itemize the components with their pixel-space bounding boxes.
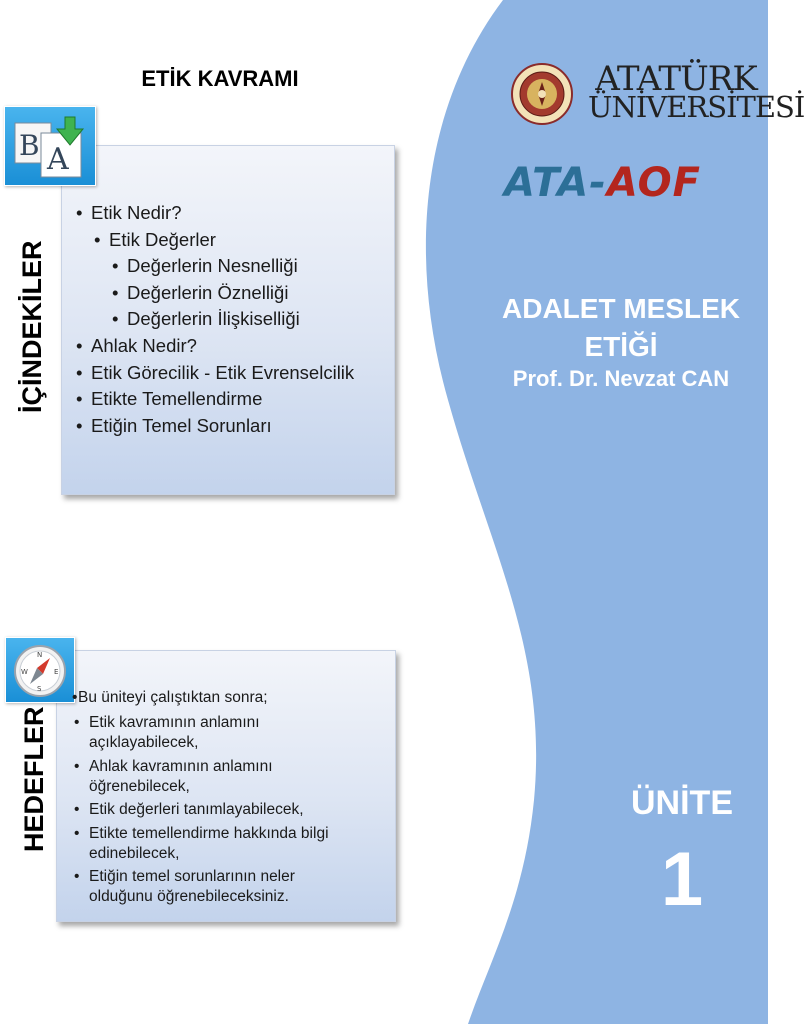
svg-text:N: N [37, 651, 43, 659]
svg-text:A: A [47, 142, 69, 177]
university-seal-icon [510, 62, 574, 126]
goal-item: • Etik kavramının anlamını açıklayabilecek, [89, 713, 329, 753]
goal-item: • Etikte temellendirme hakkında bilgi edinebilecek, [89, 824, 329, 864]
contents-item: • Etik Nedir? [91, 200, 354, 227]
page-title: ETİK KAVRAMI [141, 66, 299, 91]
contents-item: • Etik Görecilik - Etik Evrenselcilik [91, 360, 354, 387]
goals-intro: •Bu üniteyi çalıştıktan sonra; [72, 689, 268, 706]
goal-item: • Etik değerleri tanımlayabilecek, [89, 800, 329, 820]
svg-text:E: E [54, 668, 59, 676]
goal-item: • Ahlak kavramının anlamını öğrenebilecek, [89, 757, 329, 797]
goal-item: • Etiğin temel sorunlarının neler olduğunu öğrenebileceksiniz. [89, 867, 329, 907]
contents-item: • Etikte Temellendirme [91, 386, 354, 413]
contents-item: • Ahlak Nedir? [91, 333, 354, 360]
svg-text:S: S [37, 685, 42, 693]
contents-item: • Değerlerin Öznelliği [127, 280, 354, 307]
contents-item: • Değerlerin İlişkiselliği [127, 306, 354, 333]
compass-icon [5, 637, 75, 703]
university-logo: ATATÜRK ÜNİVERSİTESİ [588, 59, 804, 124]
contents-item: • Değerlerin Nesnelliği [127, 253, 354, 280]
course-title: ADALET MESLEK ETİĞİ [502, 293, 740, 362]
svg-text:B: B [19, 129, 40, 162]
contents-item: • Etiğin Temel Sorunları [91, 413, 354, 440]
contents-list [91, 200, 354, 439]
course-author: Prof. Dr. Nevzat CAN [512, 366, 730, 391]
contents-item: • Etik Değerler [109, 227, 354, 254]
document-translate-icon [4, 106, 96, 186]
section-label-goals: HEDEFLER [19, 706, 49, 852]
unit-label: ÜNİTE [631, 784, 733, 822]
section-label-contents: İÇİNDEKİLER [17, 240, 47, 413]
goals-list [89, 713, 329, 911]
svg-text:W: W [21, 668, 28, 676]
unit-number: 1 [660, 837, 704, 922]
ata-aof-logo: ATA-AOF [504, 160, 701, 206]
